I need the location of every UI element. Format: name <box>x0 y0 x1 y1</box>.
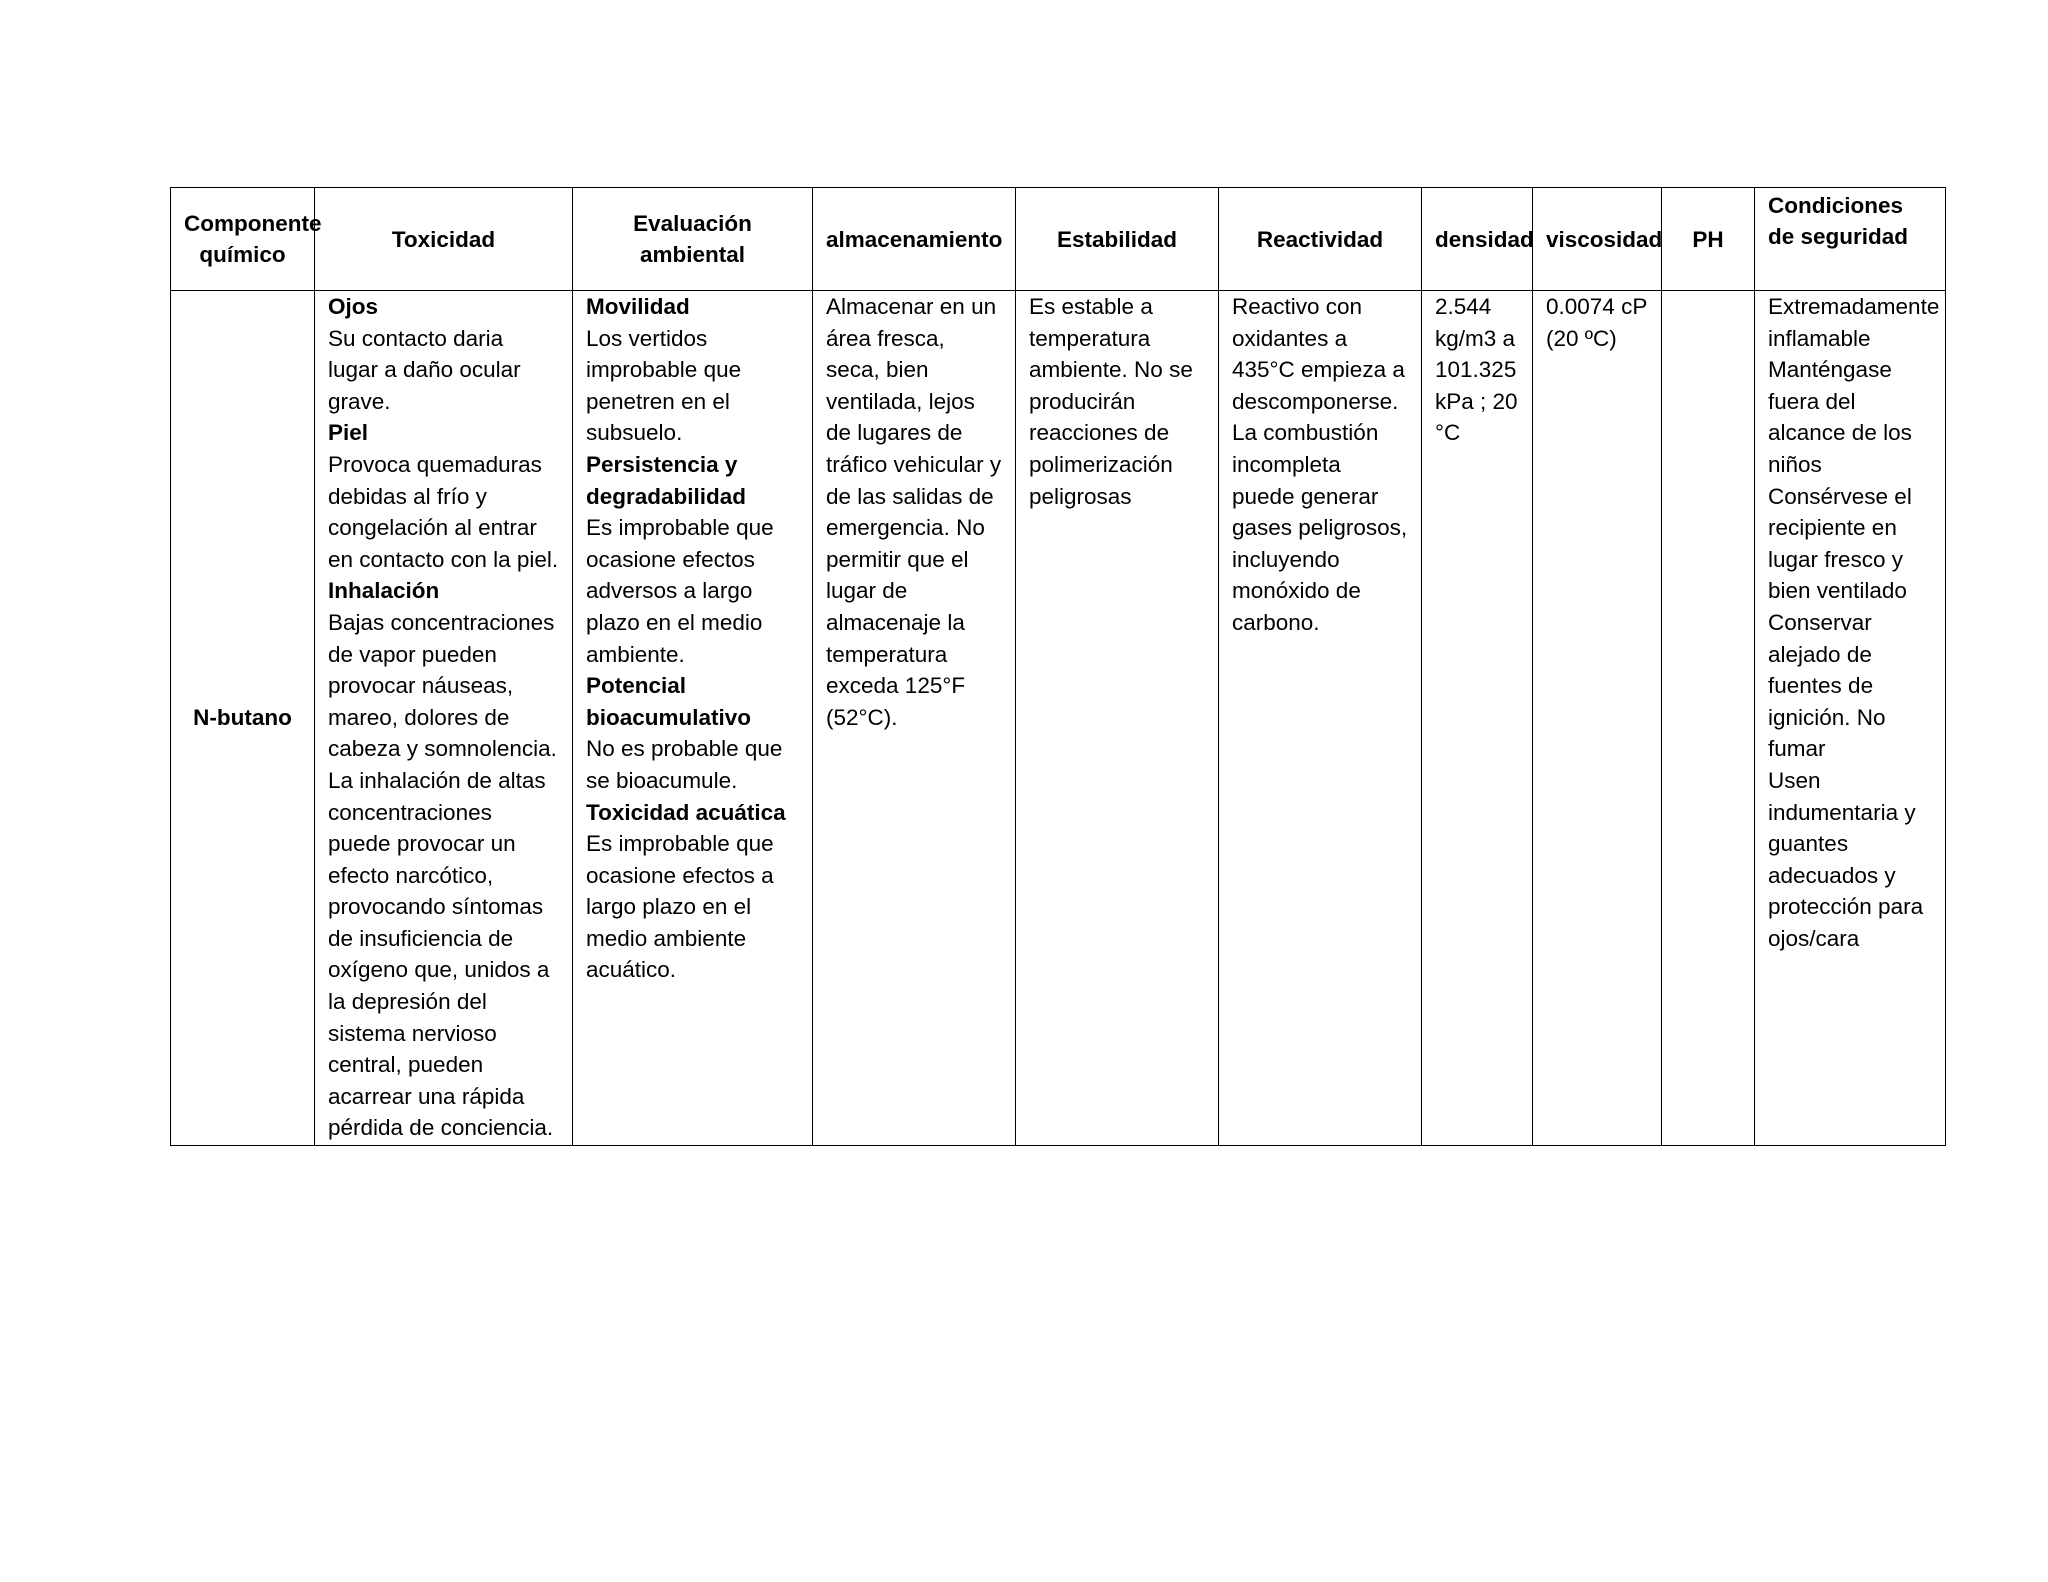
cell-condiciones <box>1755 291 1946 1146</box>
cell-estabilidad: Es estable a temperatura ambiente. No se producirán reacciones de polimerización peligrosas <box>1016 291 1219 1146</box>
toxicidad-inhalacion-title: Inhalación <box>328 578 440 604</box>
evaluacion-movilidad-text: Los vertidos improbable que penetren en el subsuelo. <box>586 325 742 446</box>
cell-almacenamiento: Almacenar en un área fresca, seca, bien ventilada, lejos de lugares de tráfico vehicular y de las salidas de emergencia. No permitir que el lugar de almacenaje la temperatura exceda 125°F (52°C). <box>813 291 1016 1146</box>
cell-viscosidad: 0.0074 cP (20 ºC) <box>1533 291 1662 1146</box>
condiciones-line-5: Usen indumentaria y guantes adecuados y protección para ojos/cara <box>1768 767 1924 951</box>
toxicidad-inhalacion-text-2: La inhalación de altas concentraciones puede provocar un efecto narcótico, provocando síntomas de insuficiencia de oxígeno que, unidos a la depresión del sistema nervioso central, pueden acarrear una rápida pérdida de conciencia. <box>328 767 554 1141</box>
safety-data-table <box>170 187 1946 1146</box>
evaluacion-acuatica-text: Es improbable que ocasione efectos a largo plazo en el medio ambiente acuático. <box>586 831 774 983</box>
header-densidad: densidad <box>1422 188 1533 291</box>
reactividad-text-1: Reactivo con oxidantes a 435°C empieza a descomponerse. <box>1232 294 1405 414</box>
header-evaluacion: Evaluación ambiental <box>573 188 813 291</box>
toxicidad-piel-text: Provoca quemaduras debidas al frío y congelación al entrar en contacto con la piel. <box>328 451 559 572</box>
condiciones-line-1: Extremadamente inflamable <box>1768 294 1940 351</box>
cell-reactividad <box>1219 291 1422 1146</box>
document-page <box>170 187 1945 1146</box>
evaluacion-persistencia-title: Persistencia y degradabilidad <box>586 451 747 509</box>
header-reactividad: Reactividad <box>1219 188 1422 291</box>
header-estabilidad: Estabilidad <box>1016 188 1219 291</box>
reactividad-text-2: La combustión incompleta puede generar gases peligrosos, incluyendo monóxido de carbono. <box>1232 420 1408 635</box>
cell-evaluacion <box>573 291 813 1146</box>
cell-densidad: 2.544 kg/m3 a 101.325 kPa ; 20 °C <box>1422 291 1533 1146</box>
table-row <box>171 291 1946 1146</box>
evaluacion-persistencia-text: Es improbable que ocasione efectos adversos a largo plazo en el medio ambiente. <box>586 515 774 667</box>
evaluacion-potencial-text: No es probable que se bioacumule. <box>586 736 783 793</box>
cell-componente: N-butano <box>171 291 315 1146</box>
table-header-row <box>171 188 1946 291</box>
evaluacion-acuatica-title: Toxicidad acuática <box>586 799 786 825</box>
toxicidad-inhalacion-text-1: Bajas concentraciones de vapor pueden provocar náuseas, mareo, dolores de cabeza y somnolencia. <box>328 609 557 762</box>
header-toxicidad: Toxicidad <box>315 188 573 291</box>
evaluacion-potencial-title: Potencial bioacumulativo <box>586 673 752 730</box>
toxicidad-ojos-text: Su contacto daria lugar a daño ocular grave. <box>328 325 521 414</box>
condiciones-line-3: Consérvese el recipiente en lugar fresco y bien ventilado <box>1768 483 1912 604</box>
evaluacion-movilidad-title: Movilidad <box>586 294 690 319</box>
header-condiciones: Condiciones de seguridad <box>1755 188 1946 291</box>
header-almacenamiento: almacenamiento <box>813 188 1016 291</box>
toxicidad-piel-title: Piel <box>328 420 369 446</box>
cell-toxicidad <box>315 291 573 1146</box>
header-componente: Componente químico <box>171 188 315 291</box>
condiciones-line-2: Manténgase fuera del alcance de los niños <box>1768 357 1912 477</box>
cell-ph <box>1662 291 1755 1146</box>
toxicidad-ojos-title: Ojos <box>328 294 379 319</box>
header-viscosidad: viscosidad <box>1533 188 1662 291</box>
header-ph: PH <box>1662 188 1755 291</box>
condiciones-line-4: Conservar alejado de fuentes de ignición. No fumar <box>1768 609 1886 762</box>
